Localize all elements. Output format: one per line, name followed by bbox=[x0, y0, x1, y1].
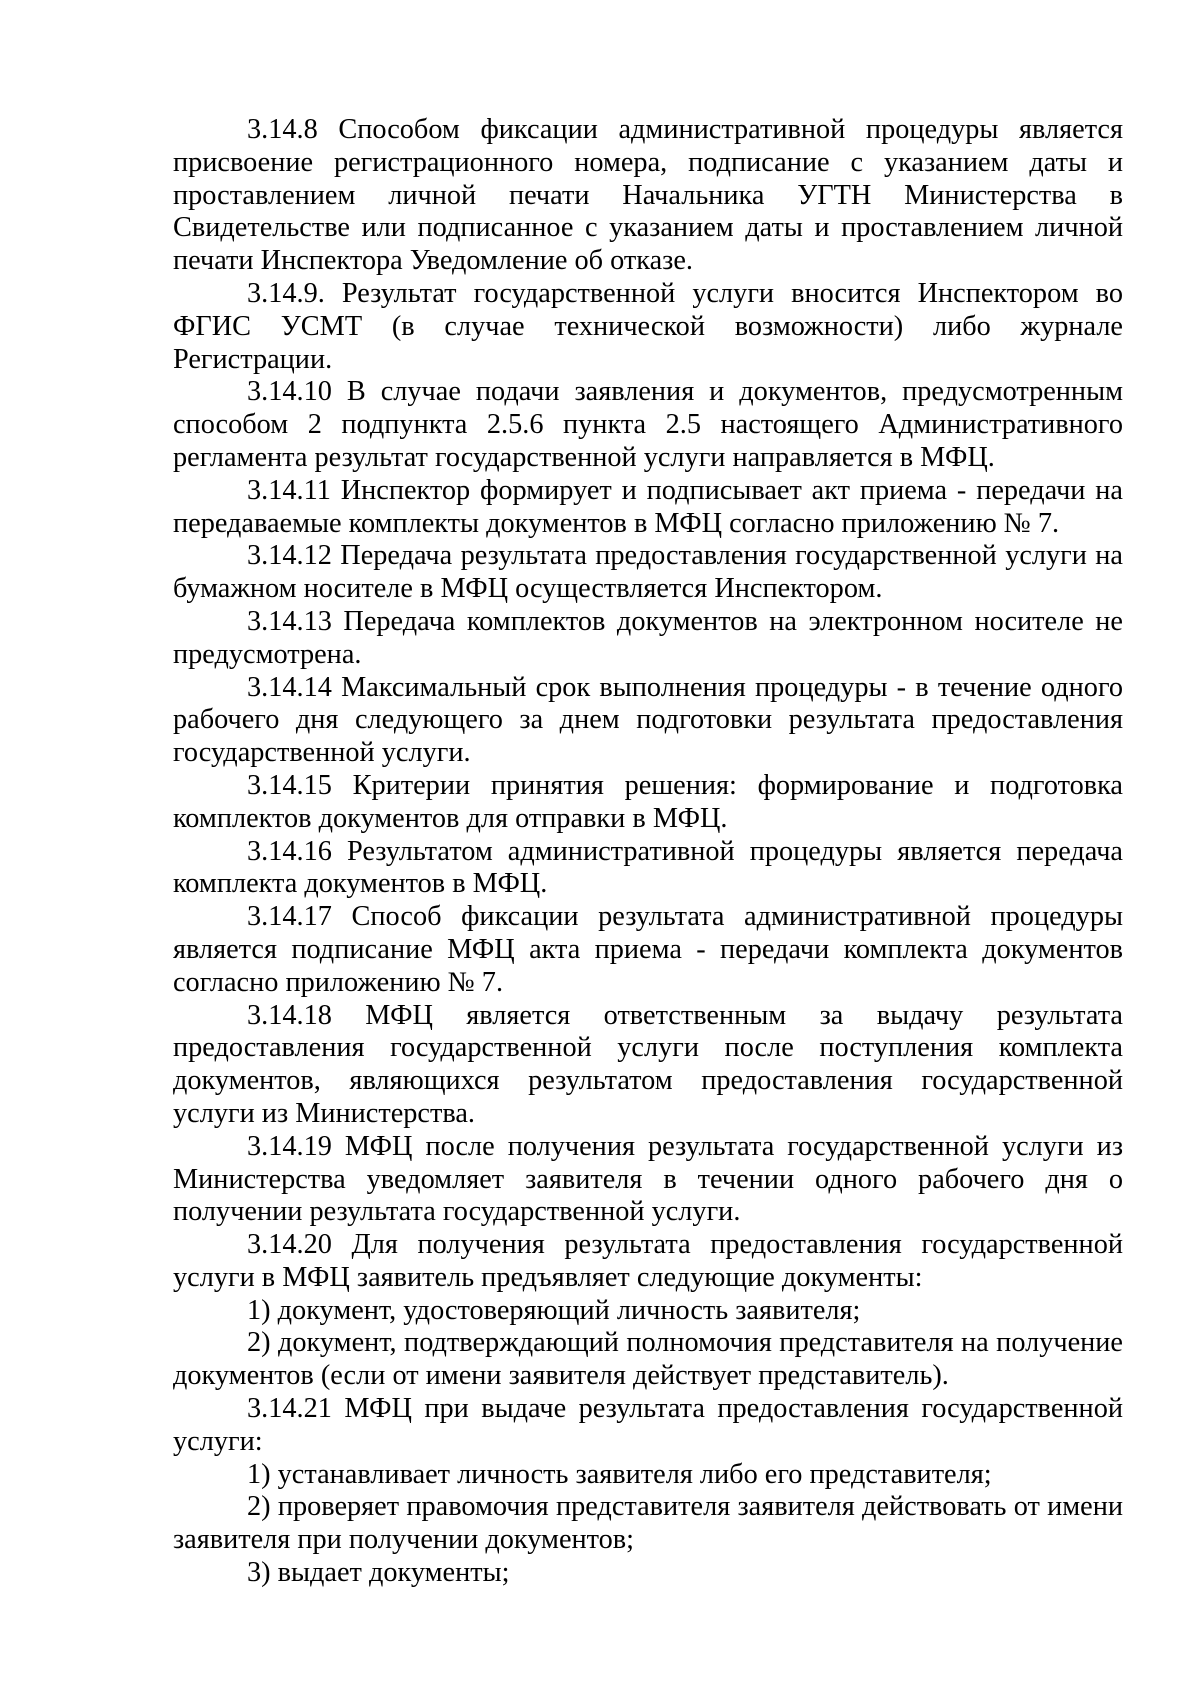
list-item-3-14-21-2: 2) проверяет правомочия представителя заявителя действовать от имени заявителя при получении документов; bbox=[173, 1491, 1123, 1556]
list-item-3-14-21-3: 3) выдает документы; bbox=[247, 1557, 510, 1589]
paragraph-3-14-15: 3.14.15 Критерии принятия решения: формирование и подготовка комплектов документов для отправки в МФЦ. bbox=[173, 769, 1123, 834]
paragraph-3-14-8: 3.14.8 Способом фиксации административной процедуры является присвоение регистрационного номера, подписание с указанием даты и проставлением личной печати Начальника УГТН Министерства в Свидетельстве или подписанное с указанием даты и проставлением личной печати Инспектора Уведомление об отказе. bbox=[173, 114, 1123, 277]
paragraph-3-14-14: 3.14.14 Максимальный срок выполнения процедуры - в течение одного рабочего дня следующего за днем подготовки результата предоставления государственной услуги. bbox=[173, 671, 1123, 769]
list-item-3-14-21-1: 1) устанавливает личность заявителя либо его представителя; bbox=[247, 1458, 992, 1490]
paragraph-3-14-16: 3.14.16 Результатом административной процедуры является передача комплекта документов в МФЦ. bbox=[173, 835, 1123, 900]
paragraph-3-14-13: 3.14.13 Передача комплектов документов на электронном носителе не предусмотрена. bbox=[173, 605, 1123, 670]
list-item-3-14-20-2: 2) документ, подтверждающий полномочия представителя на получение документов (если от имени заявителя действует представитель). bbox=[173, 1327, 1123, 1392]
document-page bbox=[173, 114, 1123, 1590]
paragraph-3-14-21: 3.14.21 МФЦ при выдаче результата предоставления государственной услуги: bbox=[173, 1393, 1123, 1457]
paragraph-3-14-18: 3.14.18 МФЦ является ответственным за выдачу результата предоставления государственной услуги после поступления комплекта документов, являющихся результатом предоставления государственной услуги из Министерства. bbox=[173, 999, 1123, 1129]
paragraph-3-14-20: 3.14.20 Для получения результата предоставления государственной услуги в МФЦ заявитель предъявляет следующие документы: bbox=[173, 1229, 1123, 1293]
list-item-3-14-20-1: 1) документ, удостоверяющий личность заявителя; bbox=[247, 1294, 861, 1326]
paragraph-3-14-10: 3.14.10 В случае подачи заявления и документов, предусмотренным способом 2 подпункта 2.5.6 пункта 2.5 настоящего Административного регламента результат государственной услуги направляется в МФЦ. bbox=[173, 376, 1123, 473]
paragraph-3-14-17: 3.14.17 Способ фиксации результата административной процедуры является подписание МФЦ акта приема - передачи комплекта документов согласно приложению № 7. bbox=[173, 901, 1123, 998]
paragraph-3-14-9: 3.14.9. Результат государственной услуги вносится Инспектором во ФГИС УСМТ (в случае технической возможности) либо журнале Регистрации. bbox=[173, 277, 1123, 375]
paragraph-3-14-11: 3.14.11 Инспектор формирует и подписывает акт приема - передачи на передаваемые комплекты документов в МФЦ согласно приложению № 7. bbox=[173, 474, 1123, 539]
paragraph-3-14-12: 3.14.12 Передача результата предоставления государственной услуги на бумажном носителе в МФЦ осуществляется Инспектором. bbox=[173, 540, 1123, 605]
paragraph-3-14-19: 3.14.19 МФЦ после получения результата государственной услуги из Министерства уведомляет заявителя в течении одного рабочего дня о получении результата государственной услуги. bbox=[173, 1130, 1123, 1228]
